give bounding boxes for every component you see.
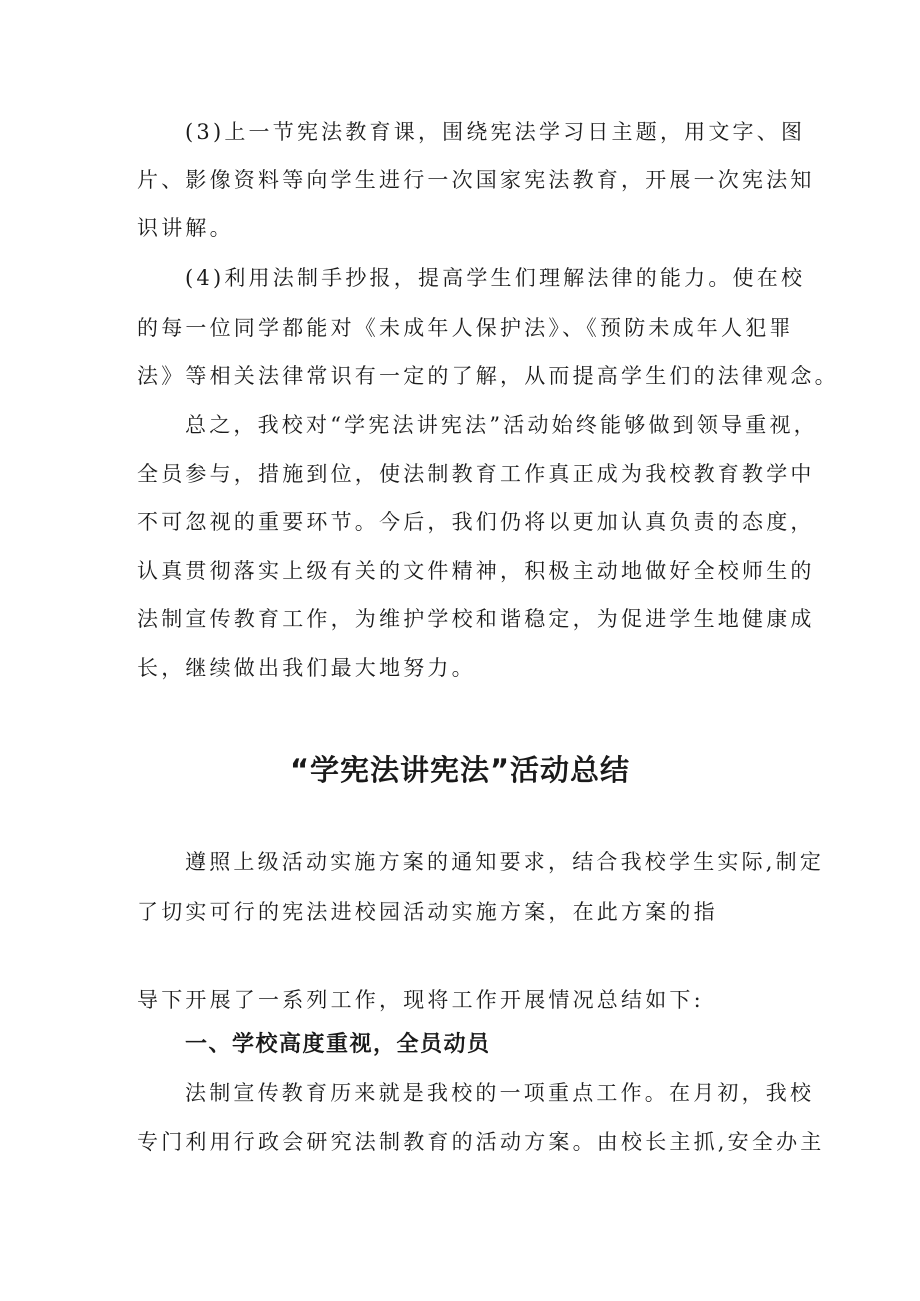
summary-line-6: 长，继续做出我们最大地努力。 [137,656,476,680]
item4-line-3: 法》等相关法律常识有一定的了解，从而提高学生们的法律观念。 [137,364,839,388]
section1-line-1: 法制宣传教育历来就是我校的一项重点工作。在月初，我校 [185,1081,815,1105]
summary-line-5: 法制宣传教育工作，为维护学校和谐稳定，为促进学生地健康成 [137,607,815,631]
intro-line-1: 遵照上级活动实施方案的通知要求，结合我校学生实际,制定 [185,850,825,874]
section1-line-2: 专门利用行政会研究法制教育的活动方案。由校长主抓,安全办主 [137,1130,825,1154]
item4-line-1: (4)利用法制手抄报，提高学生们理解法律的能力。使在校 [185,266,806,290]
summary-line-3: 不可忽视的重要环节。今后，我们仍将以更加认真负责的态度， [137,510,815,534]
intro-line-3: 导下开展了一系列工作，现将工作开展情况总结如下: [137,988,704,1012]
summary-line-4: 认真贯彻落实上级有关的文件精神，积极主动地做好全校师生的 [137,559,815,583]
intro-line-2: 了切实可行的宪法进校园活动实施方案，在此方案的指 [137,900,718,924]
summary-line-1: 总之，我校对“学宪法讲宪法”活动始终能够做到领导重视， [185,413,818,437]
item3-line-2: 片、影像资料等向学生进行一次国家宪法教育，开展一次宪法知 [137,168,815,192]
document-title: “学宪法讲宪法”活动总结 [289,753,631,787]
item3-line-1: (3)上一节宪法教育课，围绕宪法学习日主题，用文字、图 [185,120,806,144]
summary-line-2: 全员参与，措施到位，使法制教育工作真正成为我校教育教学中 [137,462,815,486]
item4-line-2: 的每一位同学都能对《未成年人保护法》、《预防未成年人犯罪 [137,316,794,340]
section1-heading: 一、学校高度重视，全员动员 [185,1032,491,1057]
item3-line-3: 识讲解。 [137,216,234,240]
